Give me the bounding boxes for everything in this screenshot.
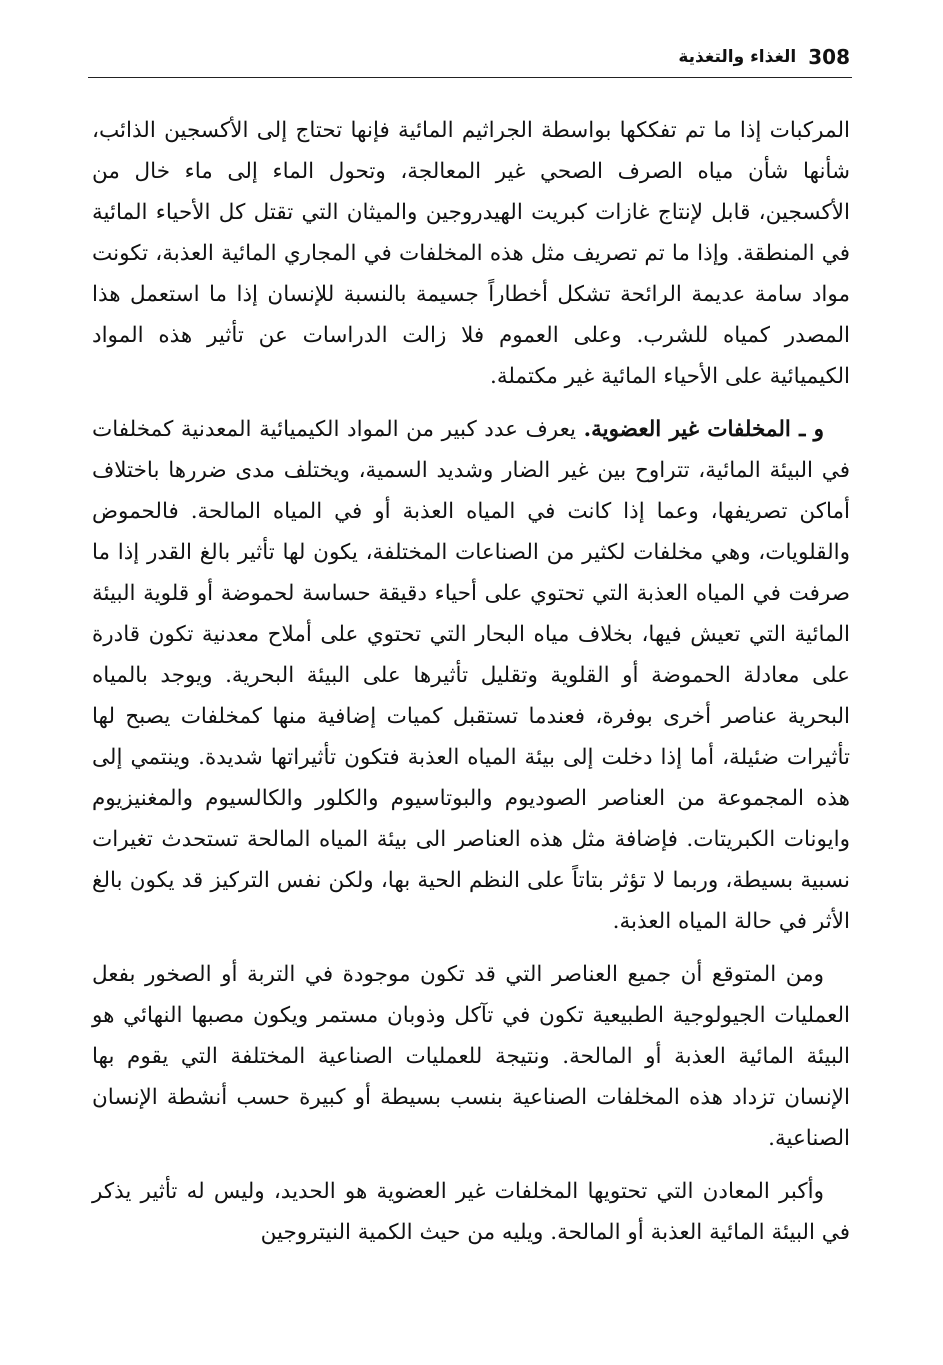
paragraph-text: المركبات إذا ما تم تفككها بواسطة الجراثيم المائية فإنها تحتاج إلى الأكسجين الذائب، شأنها شأن مياه الصرف الصحي غير المعالجة، وتحول الماء إلى ماء خال من الأكسجين، قابل لإنتاج غازات كبريت الهيدروجين والميثان التي تقتل كل الأحياء المائية في المنطقة. وإذا ما تم تصريف مثل هذه المخلفات في المجاري المائية العذبة، تكونت مواد سامة عديمة الرائحة تشكل أخطاراً جسيمة بالنسبة للإنسان إذا ما استعمل هذا المصدر كمياه للشرب. وعلى العموم فلا زالت الدراسات عن تأثير هذه المواد الكيميائية على الأحياء المائية غير مكتملة. bbox=[92, 118, 850, 389]
paragraph-text: يعرف عدد كبير من المواد الكيميائية المعدنية كمخلفات في البيئة المائية، تتراوح بين غير الضار وشديد السمية، ويختلف مدى ضررها باختلاف أماكن تصريفها، وعما إذا كانت في المياه العذبة أو في المياه المالحة. فالحموض والقلويات، وهي مخلفات لكثير من الصناعات المختلفة، يكون لها تأثير بالغ القدر إذا ما صرفت في المياه العذبة التي تحتوي على أحياء دقيقة حساسة لحموضة أو قلوية البيئة المائية التي تعيش فيها، بخلاف مياه البحار التي تحتوي على أملاح معدنية تكون قادرة على معادلة الحموضة أو القلوية وتقليل تأثيرها على البيئة البحرية. ويوجد بالمياه البحرية عناصر أخرى بوفرة، فعندما تستقبل كميات إضافية منها كمخلفات يصبح لها تأثيرات ضئيلة، أما إذا دخلت إلى بيئة المياه العذبة فتكون تأثيراتها شديدة. وينتمي إلى هذه المجموعة من العناصر الصوديوم والبوتاسيوم والكلور والكالسيوم والمغنيزيوم وايونات الكبريتات. فإضافة مثل هذه العناصر الى بيئة المياه المالحة تستحدث تغيرات نسبية بسيطة، وربما لا تؤثر بتاتاً على النظم الحية بها، ولكن نفس التركيز قد يكون بالغ الأثر في حالة المياه العذبة. bbox=[92, 417, 850, 934]
paragraph bbox=[92, 1171, 850, 1253]
page-number: 308 bbox=[808, 45, 850, 69]
header-rule bbox=[88, 77, 852, 78]
paragraph bbox=[92, 954, 850, 1159]
paragraph bbox=[92, 409, 850, 942]
section-heading: و ـ المخلفات غير العضوية. bbox=[583, 417, 824, 442]
paragraph bbox=[92, 110, 850, 397]
running-header bbox=[90, 40, 850, 74]
body-text bbox=[92, 110, 850, 1253]
paragraph-text: ومن المتوقع أن جميع العناصر التي قد تكون موجودة في التربة أو الصخور بفعل العمليات الجيولوجية الطبيعية تكون في تآكل وذوبان مستمر ويكون مصبها النهائي هو البيئة المائية العذبة أو المالحة. ونتيجة للعمليات الصناعية المختلفة التي يقوم بها الإنسان تزداد هذه المخلفات الصناعية بنسب بسيطة أو كبيرة حسب أنشطة الإنسان الصناعية. bbox=[92, 962, 850, 1151]
running-title: الغذاء والتغذية bbox=[678, 47, 797, 67]
paragraph-text: وأكبر المعادن التي تحتويها المخلفات غير العضوية هو الحديد، وليس له تأثير يذكر في البيئة المائية العذبة أو المالحة. ويليه من حيث الكمية النيتروجين bbox=[92, 1179, 850, 1245]
